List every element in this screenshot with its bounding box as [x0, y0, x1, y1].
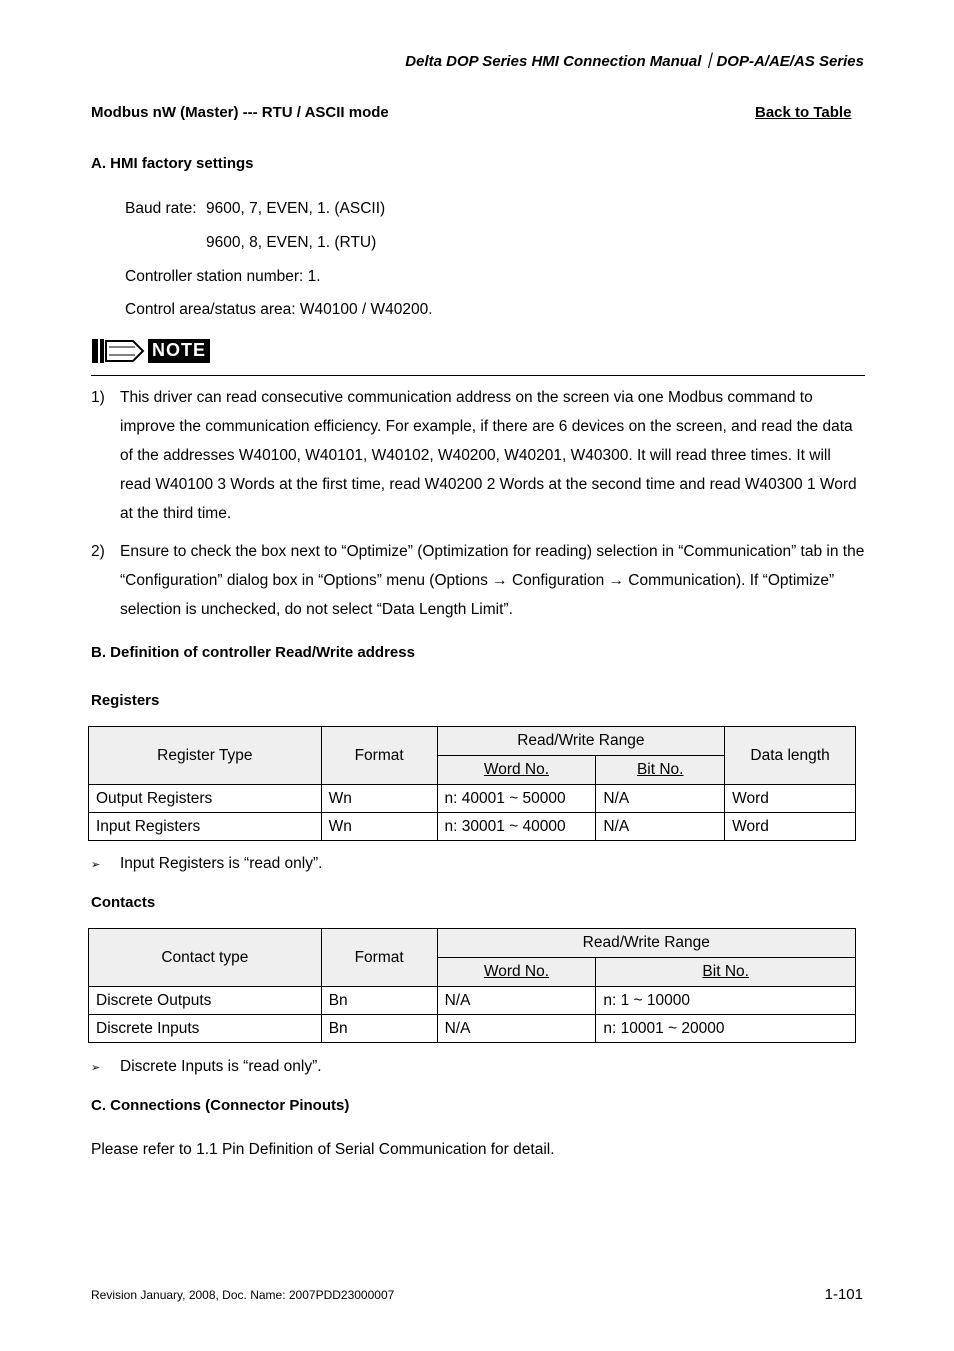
cell-format: Wn: [321, 813, 437, 841]
section-b-title: B. Definition of controller Read/Write address: [91, 644, 415, 661]
cell-word-no: n: 30001 ~ 40000: [437, 813, 596, 841]
table-row: [89, 987, 856, 1015]
cell-word-no: N/A: [437, 987, 596, 1015]
registers-note: [91, 855, 322, 873]
header-register-type: Register Type: [89, 727, 322, 785]
arrow-bullet-icon: ➢: [91, 859, 101, 871]
cell-format: Bn: [321, 987, 437, 1015]
registers-note-text: Input Registers is “read only”.: [120, 855, 323, 872]
table-row: [89, 813, 856, 841]
cell-bit-no: N/A: [596, 813, 725, 841]
header-read-write-range: Read/Write Range: [437, 727, 725, 756]
section-c-title: C. Connections (Connector Pinouts): [91, 1097, 350, 1114]
section-title: Modbus nW (Master) --- RTU / ASCII mode: [91, 104, 389, 121]
footer-revision: Revision January, 2008, Doc. Name: 2007PDD23000007: [91, 1288, 395, 1302]
registers-table: [88, 726, 856, 841]
contacts-table: [88, 928, 856, 1043]
note-item-text: This driver can read consecutive communication address on the screen via one Modbus command to improve the communication efficiency. For example, if there are 6 devices on the screen, and read the data of the addresses W40100, W40101, W40102, W40200, W40201, W40300. It will read three times. It will read W40100 3 Words at the first time, read W40200 2 Words at the second time and read W40300 1 Word at the third time.: [120, 389, 857, 522]
cell-data-length: Word: [725, 813, 856, 841]
contacts-note: [91, 1058, 322, 1076]
note-icon: [91, 337, 211, 365]
table-row: [89, 1015, 856, 1043]
header-bit-no: Bit No.: [596, 756, 725, 785]
header-data-length: Data length: [725, 727, 856, 785]
note-item-1: [91, 383, 866, 528]
note-item-text: Ensure to check the box next to “Optimize” (Optimization for reading) selection in “Communication” tab in the “Configuration” dialog box in “Options” menu (Options → Configuration → Communication). If “Optimize” selection is unchecked, do not select “Data Length Limit”.: [120, 543, 865, 618]
control-status-area: Control area/status area: W40100 / W40200.: [125, 301, 433, 318]
registers-title: Registers: [91, 692, 160, 709]
cell-contact-type: Discrete Outputs: [89, 987, 322, 1015]
cell-format: Wn: [321, 785, 437, 813]
cell-bit-no: n: 10001 ~ 20000: [596, 1015, 856, 1043]
header-word-no: Word No.: [437, 958, 596, 987]
header-contact-type: Contact type: [89, 929, 322, 987]
header-bit-no: Bit No.: [596, 958, 856, 987]
contacts-note-text: Discrete Inputs is “read only”.: [120, 1058, 322, 1075]
note-divider: [91, 375, 865, 376]
contacts-title: Contacts: [91, 894, 156, 911]
cell-bit-no: n: 1 ~ 10000: [596, 987, 856, 1015]
section-c-text: Please refer to 1.1 Pin Definition of Serial Communication for detail.: [91, 1141, 555, 1158]
back-to-table-link[interactable]: Back to Table: [755, 104, 852, 121]
controller-station-number: Controller station number: 1.: [125, 268, 321, 285]
manual-header-title: Delta DOP Series HMI Connection Manual｜DOP-A/AE/AS Series: [405, 53, 864, 70]
note-item-number: 1): [91, 389, 105, 406]
header-read-write-range: Read/Write Range: [437, 929, 855, 958]
note-item-2: [91, 537, 866, 624]
cell-word-no: n: 40001 ~ 50000: [437, 785, 596, 813]
cell-format: Bn: [321, 1015, 437, 1043]
baud-rate-ascii: 9600, 7, EVEN, 1. (ASCII): [206, 200, 386, 217]
table-row: [89, 785, 856, 813]
section-a-title: A. HMI factory settings: [91, 155, 254, 172]
cell-bit-no: N/A: [596, 785, 725, 813]
cell-data-length: Word: [725, 785, 856, 813]
baud-rate-label: Baud rate:: [125, 200, 197, 217]
note-label: NOTE: [151, 340, 206, 360]
cell-contact-type: Discrete Inputs: [89, 1015, 322, 1043]
baud-rate-rtu: 9600, 8, EVEN, 1. (RTU): [206, 234, 377, 251]
arrow-bullet-icon: ➢: [91, 1062, 101, 1074]
cell-word-no: N/A: [437, 1015, 596, 1043]
header-format: Format: [321, 727, 437, 785]
header-format: Format: [321, 929, 437, 987]
page-number: 1-101: [824, 1286, 863, 1303]
cell-register-type: Input Registers: [89, 813, 322, 841]
header-word-no: Word No.: [437, 756, 596, 785]
note-item-number: 2): [91, 543, 105, 560]
cell-register-type: Output Registers: [89, 785, 322, 813]
